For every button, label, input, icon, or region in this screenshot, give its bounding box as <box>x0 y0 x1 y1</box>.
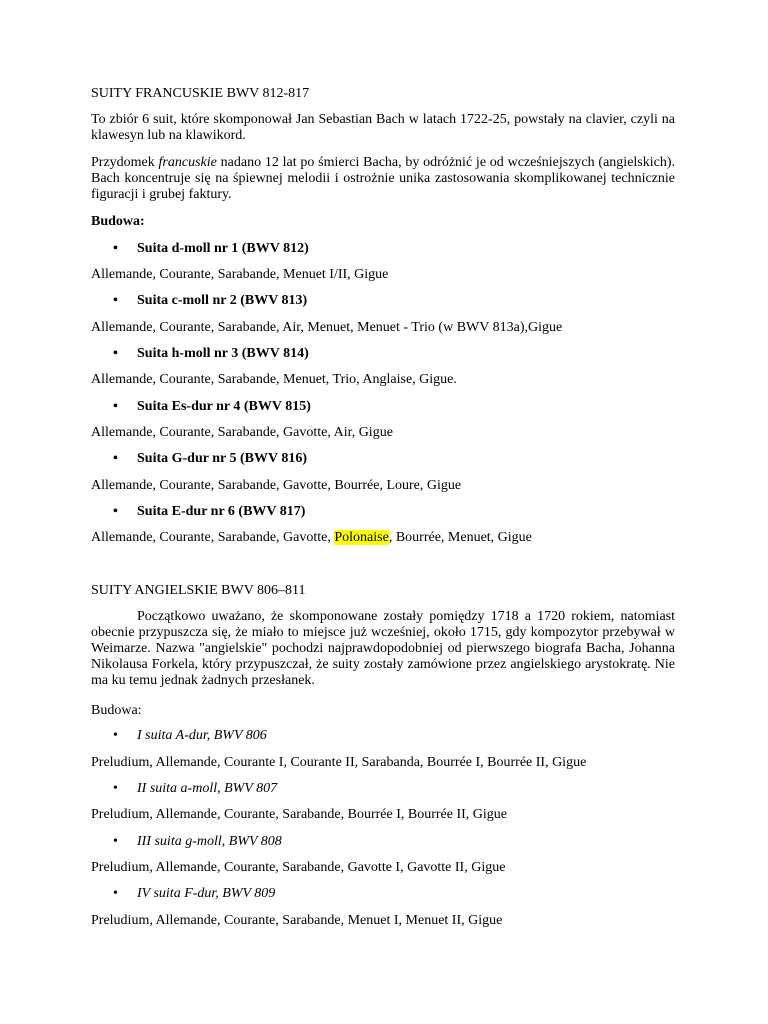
french-suite-movements: Allemande, Courante, Sarabande, Air, Menuet, Menuet - Trio (w BWV 813a),Gigue <box>91 320 563 335</box>
french-suite-name: Suita Es-dur nr 4 (BWV 815) <box>137 399 311 414</box>
bullet-icon: • <box>113 293 118 308</box>
bullet-icon: • <box>113 504 118 519</box>
french-suite-name: Suita c-moll nr 2 (BWV 813) <box>137 293 308 308</box>
french-suite-movements: Allemande, Courante, Sarabande, Menuet I/II, Gigue <box>91 267 389 282</box>
bullet-icon: • <box>113 451 118 466</box>
bullet-icon: • <box>113 728 118 743</box>
english-suite-movements: Preludium, Allemande, Courante, Sarabande, Bourrée I, Bourrée II, Gigue <box>91 807 507 822</box>
french-intro-paragraph: To zbiór 6 suit, które skomponował Jan Sebastian Bach w latach 1722-25, powstały na clavier, czyli na klawesyn lub na klawikord. <box>91 112 675 143</box>
french-suite-name: Suita d-moll nr 1 (BWV 812) <box>137 241 309 256</box>
english-intro-paragraph: Początkowo uważano, że skomponowane zostały pomiędzy 1718 a 1720 rokiem, natomiast obecnie przypuszcza się, że miało to miejsce już wcześniej, około 1715, gdy kompozytor przebywał w Weimarze. Nazwa "angielskie" pochodzi najprawdopodobniej od pierwszego biografa Bacha, Johanna Nikolausa Forkela, który przypuszczał, że suity zostały zamówione przez angielskiego arystokratę. Nie ma ku temu jednak żadnych przesłanek. <box>91 609 675 688</box>
french-suite-name: Suita E-dur nr 6 (BWV 817) <box>137 504 306 519</box>
english-suite-movements: Preludium, Allemande, Courante, Sarabande, Gavotte I, Gavotte II, Gigue <box>91 860 506 875</box>
english-suite-name: II suita a-moll, BWV 807 <box>137 781 278 796</box>
movements-text: , Bourrée, Menuet, Gigue <box>388 530 532 545</box>
french-suite-movements: Allemande, Courante, Sarabande, Gavotte, Air, Gigue <box>91 425 393 440</box>
bullet-icon: • <box>113 241 118 256</box>
english-suite-name: III suita g-moll, BWV 808 <box>137 834 282 849</box>
movements-text: Allemande, Courante, Sarabande, Gavotte, <box>91 530 335 545</box>
french-suites-title: SUITY FRANCUSKIE BWV 812-817 <box>91 86 310 101</box>
english-suites-title: SUITY ANGIELSKIE BWV 806–811 <box>91 583 306 598</box>
french-suite-name: Suita G-dur nr 5 (BWV 816) <box>137 451 307 466</box>
bullet-icon: • <box>113 834 118 849</box>
english-suite-movements: Preludium, Allemande, Courante I, Courante II, Sarabanda, Bourrée I, Bourrée II, Gigue <box>91 755 587 770</box>
english-suite-name: IV suita F-dur, BWV 809 <box>137 886 276 901</box>
french-structure-label: Budowa: <box>91 214 145 229</box>
french-suite-movements <box>91 530 675 546</box>
english-structure-label: Budowa: <box>91 703 142 718</box>
english-suite-movements: Preludium, Allemande, Courante, Sarabande, Menuet I, Menuet II, Gigue <box>91 913 503 928</box>
highlighted-movement: Polonaise <box>334 530 389 545</box>
french-description-start: Przydomek <box>91 155 159 170</box>
english-suite-name: I suita A-dur, BWV 806 <box>137 728 267 743</box>
french-suite-movements: Allemande, Courante, Sarabande, Gavotte, Bourrée, Loure, Gigue <box>91 478 462 493</box>
french-suite-movements: Allemande, Courante, Sarabande, Menuet, Trio, Anglaise, Gigue. <box>91 372 457 387</box>
french-description-italic: francuskie <box>158 155 217 170</box>
french-description-end: nadano 12 lat po śmierci Bacha, by odróżnić je od wcześniejszych (angielskich). Bach koncentruje się na śpiewnej melodii i ostrożnie unika zastosowania skomplikowanej technicznie figuracji i grubej faktury. <box>91 155 676 202</box>
french-description-paragraph <box>91 155 675 203</box>
bullet-icon: • <box>113 399 118 414</box>
bullet-icon: • <box>113 781 118 796</box>
french-suite-name: Suita h-moll nr 3 (BWV 814) <box>137 346 309 361</box>
bullet-icon: • <box>113 886 118 901</box>
bullet-icon: • <box>113 346 118 361</box>
